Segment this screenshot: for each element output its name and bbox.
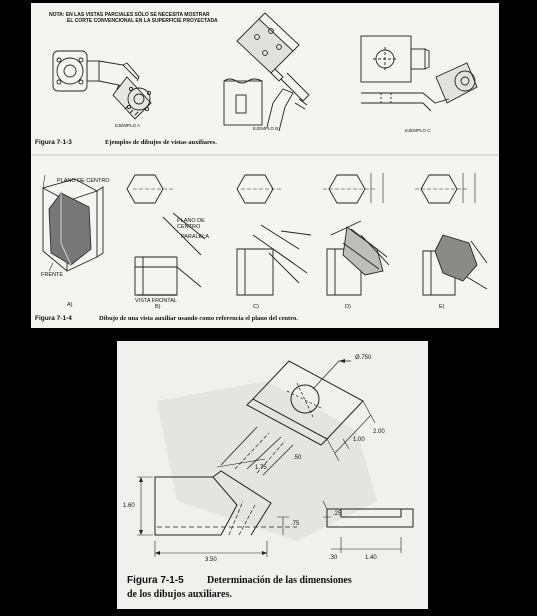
example-c-label: EJEMPLO C bbox=[405, 128, 431, 133]
panel-a-label: A) bbox=[67, 302, 73, 308]
panel-e-label: E) bbox=[439, 304, 445, 310]
example-b-drawing bbox=[224, 13, 309, 131]
dim-0-30: .30 bbox=[329, 555, 338, 561]
dim-3-50: 3.50 bbox=[205, 557, 217, 563]
label-vista-frontal: VISTA FRONTAL bbox=[135, 298, 177, 304]
textbook-page-top bbox=[31, 3, 499, 328]
figure-caption-7-1-3: Ejemplos de dibujos de vistas auxiliares. bbox=[105, 139, 217, 146]
dim-1-00: 1.00 bbox=[353, 437, 365, 443]
panel-e-drawing bbox=[415, 173, 487, 295]
dim-0-50: .50 bbox=[293, 455, 302, 461]
figure-number-7-1-4: Figura 7-1-4 bbox=[35, 315, 72, 322]
figure-caption-7-1-4: Dibujo de una vista auxiliar usando como referencia el plano del centro. bbox=[99, 315, 298, 322]
panel-d-drawing bbox=[323, 173, 389, 295]
textbook-page-bottom bbox=[117, 341, 428, 609]
dim-hole-diameter: Ø.750 bbox=[355, 355, 372, 361]
figure-caption-7-1-5-line2: de los dibujos auxiliares. bbox=[127, 589, 232, 600]
note-line-2: EL CORTE CONVENCIONAL EN LA SUPERFICIE PROYECTADA bbox=[67, 18, 218, 24]
panel-a-drawing bbox=[43, 175, 103, 271]
dim-1-40: 1.40 bbox=[365, 555, 377, 561]
example-a-label: EJEMPLO A bbox=[115, 123, 141, 128]
panel-d-label: D) bbox=[345, 304, 351, 310]
dim-2-00: 2.00 bbox=[373, 429, 385, 435]
note-line-1: NOTA: EN LAS VISTAS PARCIALES SÓLO SE NECESITA MOSTRAR bbox=[49, 12, 210, 18]
panel-c-label: C) bbox=[253, 304, 259, 310]
label-centro: CENTRO bbox=[177, 224, 201, 230]
label-plano-de: PLANO DE bbox=[177, 218, 205, 224]
dimension-drawing bbox=[117, 341, 428, 609]
dim-1-75: 1.75 bbox=[255, 465, 267, 471]
dim-1-60: 1.60 bbox=[123, 503, 135, 509]
panel-c-drawing bbox=[237, 175, 311, 295]
figure-number-7-1-5: Figura 7-1-5 bbox=[127, 575, 184, 586]
label-frente: FRENTE bbox=[41, 272, 63, 278]
dim-0-75: .75 bbox=[291, 521, 300, 527]
example-b-label: EJEMPLO B bbox=[253, 126, 279, 131]
label-paralela: PARALELA bbox=[181, 234, 210, 240]
panel-b-label: B) bbox=[155, 304, 161, 310]
dim-0-25: .25 bbox=[333, 511, 342, 517]
figure-number-7-1-3: Figura 7-1-3 bbox=[35, 139, 72, 146]
figure-caption-7-1-5-line1: Determinación de las dimensiones bbox=[207, 575, 352, 586]
label-plano-de-centro: PLANO DE CENTRO bbox=[57, 178, 110, 184]
example-a-drawing bbox=[53, 51, 151, 119]
example-c-drawing bbox=[361, 36, 477, 111]
auxiliary-view-drawings bbox=[31, 3, 499, 328]
